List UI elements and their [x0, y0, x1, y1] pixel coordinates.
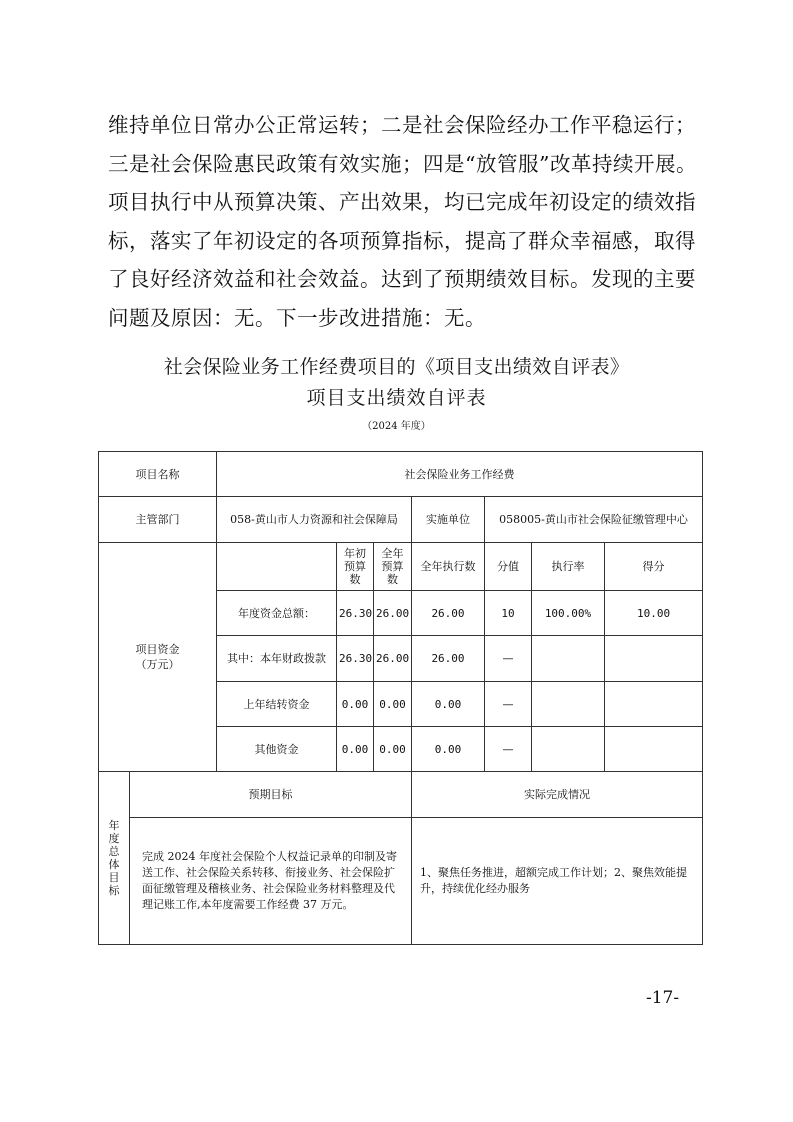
paragraph-line: 项目执行中从预算决策、产出效果，均已完成年初设定的绩效指 — [108, 190, 696, 214]
score-cell — [605, 682, 703, 727]
header-score: 得分 — [605, 543, 703, 591]
document-title: 社会保险业务工作经费项目的《项目支出绩效自评表》 — [163, 356, 630, 378]
paragraph-line: 三是社会保险惠民政策有效实施；四是“放管服”改革持续开展。 — [108, 151, 697, 176]
table-row — [99, 497, 703, 543]
paragraph-line: 问题及原因：无。下一步改进措施：无。 — [108, 305, 486, 330]
exec-rate-cell — [532, 636, 605, 682]
actual-result-text: 1、聚焦任务推进，超额完成工作计划；2、聚焦效能提升，持续优化经办服务 — [412, 818, 703, 945]
actual-header: 实际完成情况 — [412, 772, 703, 818]
impl-label: 实施单位 — [412, 497, 485, 543]
header-initial-budget: 年初 预算 数 — [337, 543, 374, 591]
initial-budget-cell: 26.30 — [337, 591, 374, 636]
impl-value: 058005-黄山市社会保险征缴管理中心 — [485, 497, 703, 543]
score-value-cell: — — [485, 636, 532, 682]
paragraph-line: 标，落实了年初设定的各项预算指标，提高了群众幸福感，取得 — [108, 228, 696, 253]
year-note: （2024 年度） — [362, 421, 431, 432]
score-cell — [605, 636, 703, 682]
row-label: 年度资金总额： — [217, 591, 337, 636]
annual-budget-cell: 26.00 — [374, 591, 412, 636]
row-label: 其中：本年财政拨款 — [217, 636, 337, 682]
score-cell: 10.00 — [605, 591, 703, 636]
header-score-value: 分值 — [485, 543, 532, 591]
table-row — [99, 818, 703, 945]
project-name-value: 社会保险业务工作经费 — [217, 452, 703, 497]
header-exec-rate: 执行率 — [532, 543, 605, 591]
annual-exec-cell: 0.00 — [412, 727, 485, 772]
paragraph-line: 了良好经济效益和社会效益。达到了预期绩效目标。发现的主要 — [108, 267, 696, 291]
dept-value: 058-黄山市人力资源和社会保障局 — [217, 497, 412, 543]
table-row — [99, 772, 703, 818]
blank-header-cell — [217, 543, 337, 591]
table-row — [99, 452, 703, 497]
row-label: 上年结转资金 — [217, 682, 337, 727]
score-value-cell: 10 — [485, 591, 532, 636]
exec-rate-cell: 100.00% — [532, 591, 605, 636]
annual-budget-cell: 0.00 — [374, 727, 412, 772]
expected-header: 预期目标 — [130, 772, 412, 818]
initial-budget-cell: 26.30 — [337, 636, 374, 682]
initial-budget-cell: 0.00 — [337, 727, 374, 772]
table-title: 项目支出绩效自评表 — [306, 387, 487, 409]
header-annual-exec: 全年执行数 — [412, 543, 485, 591]
table-row — [99, 543, 703, 591]
annual-budget-cell: 26.00 — [374, 636, 412, 682]
header-annual-budget: 全年 预算 数 — [374, 543, 412, 591]
project-name-label: 项目名称 — [99, 452, 217, 497]
annual-exec-cell: 26.00 — [412, 636, 485, 682]
score-value-cell: — — [485, 682, 532, 727]
paragraph-line: 维持单位日常办公正常运转；二是社会保险经办工作平稳运行； — [108, 113, 696, 137]
expected-goal-text: 完成 2024 年度社会保险个人权益记录单的印制及寄送工作、社会保险关系转移、衔接业务、社会保险扩面征缴管理及稽核业务、社会保险业务材料整理及代理记账工作,本年度需要工作经费 37 万元。 — [130, 818, 412, 945]
score-cell — [605, 727, 703, 772]
annual-budget-cell: 0.00 — [374, 682, 412, 727]
initial-budget-cell: 0.00 — [337, 682, 374, 727]
annual-exec-cell: 26.00 — [412, 591, 485, 636]
score-value-cell: — — [485, 727, 532, 772]
exec-rate-cell — [532, 682, 605, 727]
annual-exec-cell: 0.00 — [412, 682, 485, 727]
goals-label-cell — [99, 772, 130, 945]
body-paragraph — [108, 106, 698, 337]
row-label: 其他资金 — [217, 727, 337, 772]
evaluation-table — [98, 451, 703, 945]
page-number: -17- — [646, 988, 680, 1008]
exec-rate-cell — [532, 727, 605, 772]
goals-label: 年度总体目标 — [108, 819, 120, 897]
dept-label: 主管部门 — [99, 497, 217, 543]
funds-label: 项目资金 （万元） — [99, 543, 217, 772]
